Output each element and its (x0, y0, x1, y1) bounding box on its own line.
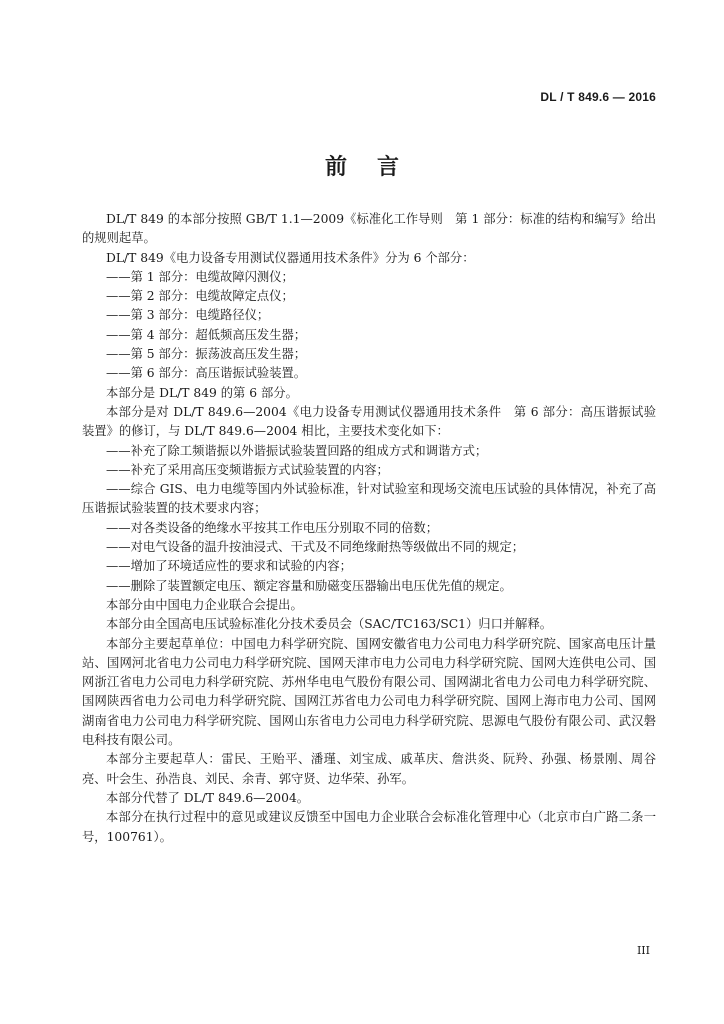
paragraph: 本部分由全国高电压试验标准化分技术委员会（SAC/TC163/SC1）归口并解释。 (106, 617, 553, 632)
list-item: ——第 6 部分：高压谐振试验装置。 (106, 366, 307, 381)
list-item: ——对电气设备的温升按油浸式、干式及不同绝缘耐热等级做出不同的规定； (106, 540, 525, 555)
paragraph: 本部分主要起草人：雷民、王贻平、潘瑾、刘宝成、戚革庆、詹洪炎、阮羚、孙强、杨景刚、周谷亮、叶会生、孙浩良、刘民、余青、郭守贤、边华荣、孙军。 (82, 752, 656, 786)
list-item: ——第 2 部分：电缆故障定点仪； (106, 289, 294, 304)
list-item: ——综合 GIS、电力电缆等国内外试验标准，针对试验室和现场交流电压试验的具体情况，补充了高压谐振试验装置的技术要求内容； (82, 482, 656, 516)
paragraph: 本部分是 DL/T 849 的第 6 部分。 (106, 385, 298, 400)
list-item: ——第 1 部分：电缆故障闪测仪； (106, 269, 294, 284)
list-item: ——第 5 部分：振荡波高压发生器； (106, 347, 307, 362)
list-item: ——第 4 部分：超低频高压发生器； (106, 327, 307, 342)
list-item: ——增加了环境适应性的要求和试验的内容； (106, 559, 352, 574)
list-item: ——对各类设备的绝缘水平按其工作电压分别取不同的倍数； (106, 520, 439, 535)
page-number: III (636, 944, 650, 957)
paragraph: 本部分由中国电力企业联合会提出。 (106, 597, 303, 612)
paragraph: 本部分是对 DL/T 849.6—2004《电力设备专用测试仪器通用技术条件 第 6 部分：高压谐振试验装置》的修订，与 DL/T 849.6—2004 相比，主要技术变化如下： (82, 404, 656, 439)
foreword-body (82, 210, 656, 847)
list-item: ——第 3 部分：电缆路径仪； (106, 308, 270, 323)
paragraph: DL/T 849《电力设备专用测试仪器通用技术条件》分为 6 个部分： (106, 250, 475, 265)
paragraph: 本部分代替了 DL/T 849.6—2004。 (106, 790, 310, 805)
standard-code-header: DL / T 849.6 — 2016 (540, 90, 656, 104)
list-item: ——删除了装置额定电压、额定容量和励磁变压器输出电压优先值的规定。 (106, 578, 512, 593)
paragraph: 本部分在执行过程中的意见或建议反馈至中国电力企业联合会标准化管理中心（北京市白广路二条一号，100761）。 (82, 810, 656, 844)
page-title: 前言 (324, 155, 429, 180)
list-item: ——补充了采用高压变频谐振方式试验装置的内容； (106, 462, 389, 477)
paragraph: DL/T 849 的本部分按照 GB/T 1.1—2009《标准化工作导则 第 1 部分：标准的结构和编写》给出的规则起草。 (82, 212, 656, 246)
list-item: ——补充了除工频谐振以外谐振试验装置回路的组成方式和调谐方式； (106, 443, 488, 458)
paragraph: 本部分主要起草单位：中国电力科学研究院、国网安徽省电力公司电力科学研究院、国家高电压计量站、国网河北省电力公司电力科学研究院、国网天津市电力公司电力科学研究院、国网大连供电公司、国网浙江省电力公司电力科学研究院、苏州华电电气股份有限公司、国网湖北省电力公司电力科学研究院、国网陕西省电力公司电力科学研究院、国网江苏省电力公司电力科学研究院、国网上海市电力公司、国网湖南省电力公司电力科学研究院、国网山东省电力公司电力科学研究院、思源电气股份有限公司、武汉磐电科技有限公司。 (82, 636, 656, 748)
